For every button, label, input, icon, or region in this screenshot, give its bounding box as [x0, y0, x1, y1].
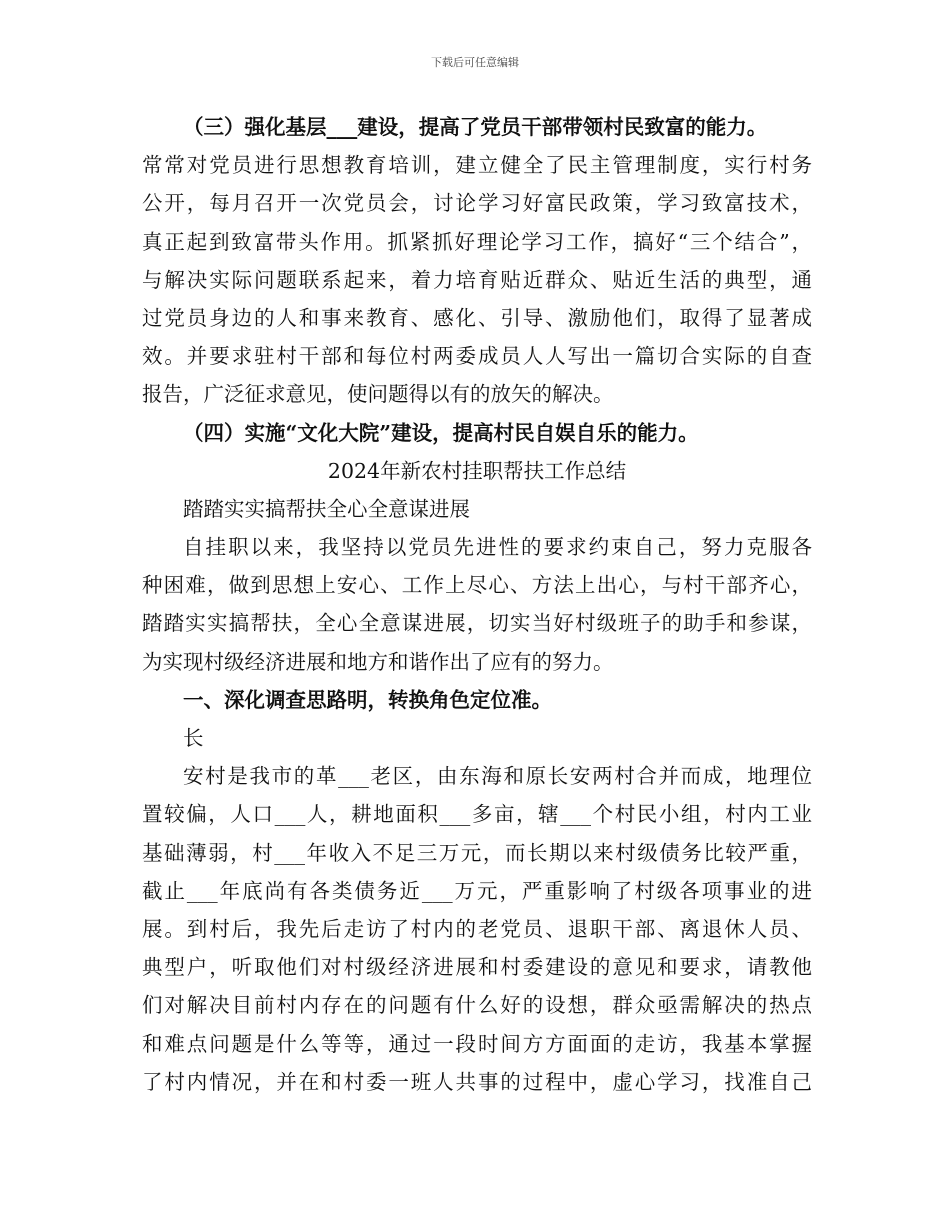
paragraph-line: 自挂职以来，我坚持以党员先进性的要求约束自己，努力克服各 — [183, 535, 812, 560]
paragraph-line: 典型户，听取他们对村级经济进展和村委建设的意见和要求，请教他 — [142, 955, 812, 980]
paragraph-line: 和难点问题是什么等等，通过一段时间方方面面的走访，我基本掌握 — [142, 1031, 812, 1056]
paragraph-line: 截止___年底尚有各类债务近___万元，严重影响了村级各项事业的进 — [142, 878, 812, 903]
paragraph-line: 长 — [183, 726, 204, 750]
paragraph-line: 安村是我市的革___老区，由东海和原长安两村合并而成，地理位 — [183, 764, 812, 789]
paragraph-line: 们对解决目前村内存在的问题有什么好的设想，群众亟需解决的热点 — [142, 993, 812, 1018]
paragraph-line: 踏踏实实搞帮扶，全心全意谋进展，切实当好村级班子的助手和参谋， — [142, 611, 812, 636]
page-header: 下载后可任意编辑 — [431, 56, 519, 69]
subtitle: 踏踏实实搞帮扶全心全意谋进展 — [183, 496, 470, 521]
paragraph-line: 种困难，做到思想上安心、工作上尽心、方法上出心，与村干部齐心， — [142, 573, 812, 598]
paragraph-line: 过党员身边的人和事来教育、感化、引导、激励他们，取得了显著成 — [142, 305, 812, 330]
paragraph-line: 了村内情况，并在和村委一班人共事的过程中，虚心学习，找准自己 — [142, 1069, 812, 1094]
document-body — [142, 108, 812, 1101]
section-heading-1: 一、深化调查思路明，转换角色定位准。 — [183, 687, 552, 712]
paragraph-line: 置较偏，人口___人，耕地面积___多亩，辖___个村民小组，村内工业 — [142, 802, 812, 827]
paragraph-line: 展。到村后，我先后走访了村内的老党员、退职干部、离退休人员、 — [142, 916, 812, 941]
section-heading-3: （三）强化基层___建设，提高了党员干部带领村民致富的能力。 — [183, 115, 768, 139]
paragraph-line: 效。并要求驻村干部和每位村两委成员人人写出一篇切合实际的自查 — [142, 344, 812, 369]
paragraph-line: 基础薄弱，村___年收入不足三万元，而长期以来村级债务比较严重， — [142, 840, 812, 865]
section-heading-4: （四）实施“文化大院”建设，提高村民自娱自乐的能力。 — [183, 420, 699, 445]
document-title: 2024年新农村挂职帮扶工作总结 — [327, 458, 627, 483]
paragraph-line: 常常对党员进行思想教育培训，建立健全了民主管理制度，实行村务 — [142, 153, 812, 178]
paragraph-line: 真正起到致富带头作用。抓紧抓好理论学习工作，搞好“三个结合”， — [142, 229, 812, 254]
paragraph-line: 与解决实际问题联系起来，着力培育贴近群众、贴近生活的典型，通 — [142, 267, 812, 292]
paragraph-line: 为实现村级经济进展和地方和谐作出了应有的努力。 — [142, 649, 614, 674]
paragraph-line: 公开，每月召开一次党员会，讨论学习好富民政策，学习致富技术， — [142, 191, 812, 216]
paragraph-line: 报告，广泛征求意见，使问题得以有的放矢的解决。 — [142, 382, 614, 407]
